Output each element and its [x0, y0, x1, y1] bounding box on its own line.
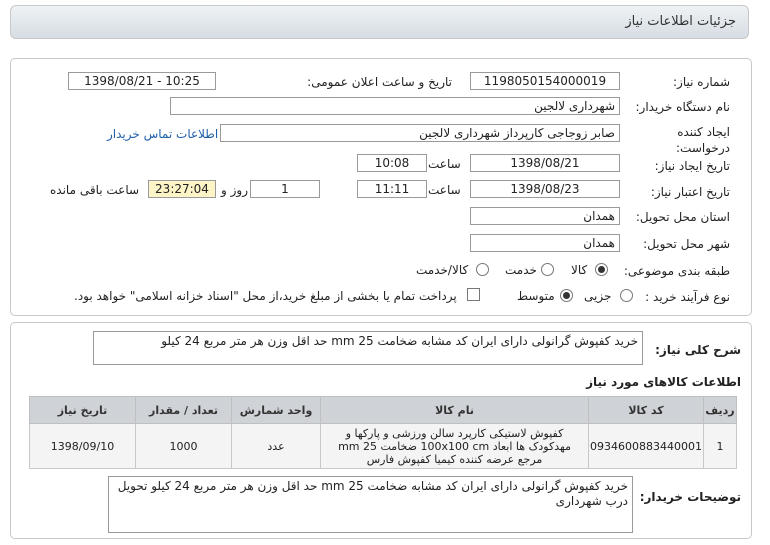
city-label: شهر محل تحویل: [643, 237, 730, 251]
col-date: تاریخ نیاز [30, 397, 136, 424]
buyer-notes-label: توضیحات خریدار: [639, 490, 741, 504]
need-number-field: 1198050154000019 [470, 72, 620, 90]
created-time-field: 10:08 [357, 154, 427, 172]
summary-text: خرید کفپوش گرانولی دارای ایران کد مشابه ضخامت mm 25 حد اقل وزن هر متر مربع 24 کیلو [93, 331, 643, 365]
cell-qty: 1000 [136, 424, 232, 469]
category-label: طبقه بندی موضوعی: [623, 264, 730, 278]
day-and-label: روز و [221, 183, 248, 197]
items-table [29, 396, 737, 469]
days-remaining-field: 1 [250, 180, 320, 198]
created-date-field: 1398/08/21 [470, 154, 620, 172]
category-goods-service-label: کالا/خدمت [416, 263, 469, 277]
category-service-label: خدمت [505, 263, 537, 277]
validity-time-field: 11:11 [357, 180, 427, 198]
buyer-org-field: شهرداری لالجین [170, 97, 620, 115]
buyer-org-label: نام دستگاه خریدار: [635, 100, 730, 114]
table-row[interactable] [30, 424, 737, 469]
category-goods-service-radio[interactable] [476, 263, 489, 276]
category-goods-label: کالا [571, 263, 588, 277]
col-row: ردیف [704, 397, 737, 424]
creator-field: صابر زوجاجی کارپرداز شهرداری لالجین [220, 124, 620, 142]
purchase-type-label: نوع فرآیند خرید : [645, 290, 730, 304]
remaining-time-field: 23:27:04 [148, 180, 216, 198]
page-header [10, 5, 749, 39]
cell-code: 0934600883440001 [589, 424, 704, 469]
province-field: همدان [470, 207, 620, 225]
need-number-label: شماره نیاز: [673, 75, 730, 89]
created-hour-label: ساعت [428, 157, 461, 171]
purchase-medium-radio[interactable] [560, 289, 573, 302]
col-unit: واحد شمارش [232, 397, 321, 424]
items-section-title: اطلاعات کالاهای مورد نیاز [586, 375, 741, 389]
cell-unit: عدد [232, 424, 321, 469]
col-name: نام کالا [321, 397, 589, 424]
col-code: کد کالا [589, 397, 704, 424]
treasury-payment-note: پرداخت تمام یا بخشی از مبلغ خرید،از محل "اسناد خزانه اسلامی" خواهد بود. [74, 289, 457, 303]
validity-date-label: تاریخ اعتبار نیاز: [650, 185, 730, 199]
cell-row: 1 [704, 424, 737, 469]
created-date-label: تاریخ ایجاد نیاز: [654, 159, 730, 173]
category-goods-radio[interactable] [595, 263, 608, 276]
purchase-minor-radio[interactable] [620, 289, 633, 302]
items-table-header [30, 397, 737, 424]
purchase-minor-label: جزیی [584, 289, 612, 303]
cell-name: کفپوش لاستیکی کارپرد سالن ورزشی و پارکها و مهدکودک ها ابعاد 100x100 cm ضخامت mm 25 مرجع عرضه کننده کیمیا کفپوش فارس [321, 424, 589, 469]
page-title: جزئیات اطلاعات نیاز [625, 14, 736, 29]
summary-label: شرح کلی نیاز: [655, 343, 741, 357]
col-qty: تعداد / مقدار [136, 397, 232, 424]
creator-label: ایجاد کننده درخواست: [676, 125, 730, 155]
announce-datetime-label: تاریخ و ساعت اعلان عمومی: [307, 75, 452, 89]
validity-date-field: 1398/08/23 [470, 180, 620, 198]
treasury-payment-checkbox[interactable] [467, 288, 480, 301]
buyer-notes-text: خرید کفپوش گرانولی دارای ایران کد مشابه ضخامت mm 25 حد اقل وزن هر متر مربع 24 کیلو تحویل درب شهرداری [108, 476, 633, 533]
cell-date: 1398/09/10 [30, 424, 136, 469]
remaining-label: ساعت باقی مانده [50, 183, 140, 197]
buyer-contact-link[interactable]: اطلاعات تماس خریدار [107, 127, 219, 141]
announce-datetime-field: 1398/08/21 - 10:25 [68, 72, 216, 90]
validity-hour-label: ساعت [428, 183, 461, 197]
province-label: استان محل تحویل: [635, 210, 730, 224]
purchase-medium-label: متوسط [517, 289, 555, 303]
city-field: همدان [470, 234, 620, 252]
category-service-radio[interactable] [541, 263, 554, 276]
